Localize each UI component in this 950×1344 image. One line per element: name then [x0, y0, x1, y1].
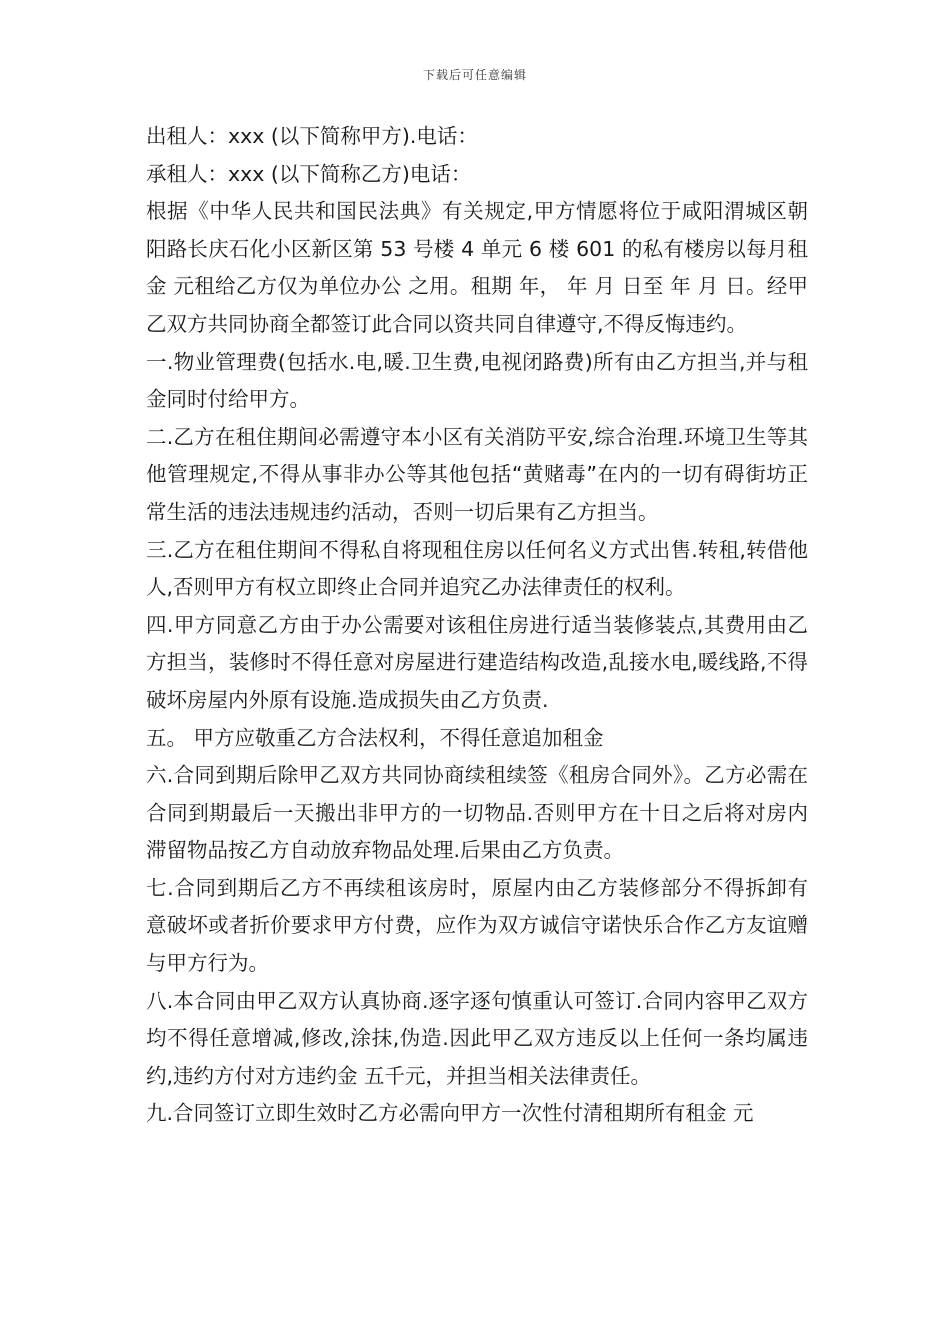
lessee-line: 承租人：xxx (以下简称乙方)电话：	[146, 161, 472, 186]
clause-2: 二.乙方在租住期间必需遵守本小区有关消防平安,综合治理.环境卫生等其他管理规定,不得从事非办公等其他包括“黄赌毒”在内的一切有碍街坊正常生活的违法违规违约活动，否则一切后果有乙方担当。	[146, 424, 808, 524]
intro-paragraph: 根据《中华人民共和国民法典》有关规定,甲方情愿将位于咸阳渭城区朝阳路长庆石化小区新区第 53 号楼 4 单元 6 楼 601 的私有楼房以每月租金 元租给乙方仅为单位办公 之用。租期 年， 年 月 日至 年 月 日。经甲乙双方共同协商全都签订此合同以资共同自律遵守,不得反悔违约。	[146, 199, 808, 336]
clause-8: 八.本合同由甲乙双方认真协商.逐字逐句慎重认可签订.合同内容甲乙双方均不得任意增减,修改,涂抹,伪造.因此甲乙双方违反以上任何一条均属违约,违约方付对方违约金 五千元，并担当相关法律责任。	[146, 988, 808, 1088]
lessor-line: 出租人：xxx (以下简称甲方).电话：	[146, 124, 478, 148]
clause-6: 六.合同到期后除甲乙双方共同协商续租续签《租房合同外》。乙方必需在合同到期最后一天搬出非甲方的一切物品.否则甲方在十日之后将对房内滞留物品按乙方自动放弃物品处理.后果由乙方负责。	[146, 763, 808, 863]
clause-3: 三.乙方在租住期间不得私自将现租住房以任何名义方式出售.转租,转借他人,否则甲方有权立即终止合同并追究乙办法律责任的权利。	[146, 537, 808, 600]
contract-body	[146, 118, 808, 1133]
clause-9: 九.合同签订立即生效时乙方必需向甲方一次性付清租期所有租金 元	[146, 1101, 754, 1126]
clause-7: 七.合同到期后乙方不再续租该房时，原屋内由乙方装修部分不得拆卸有意破坏或者折价要求甲方付费，应作为双方诚信守诺快乐合作乙方友谊赠与甲方行为。	[146, 875, 808, 976]
clause-4: 四.甲方同意乙方由于办公需要对该租住房进行适当装修装点,其费用由乙方担当，装修时不得任意对房屋进行建造结构改造,乱接水电,暖线路,不得破坏房屋内外原有设施.造成损失由乙方负责.	[146, 612, 808, 712]
clause-5: 五。 甲方应敬重乙方合法权利，不得任意追加租金	[146, 725, 604, 750]
clause-1: 一.物业管理费(包括水.电,暖.卫生费,电视闭路费)所有由乙方担当,并与租金同时付给甲方。	[146, 349, 808, 412]
page-header-note: 下载后可任意编辑	[422, 68, 527, 82]
